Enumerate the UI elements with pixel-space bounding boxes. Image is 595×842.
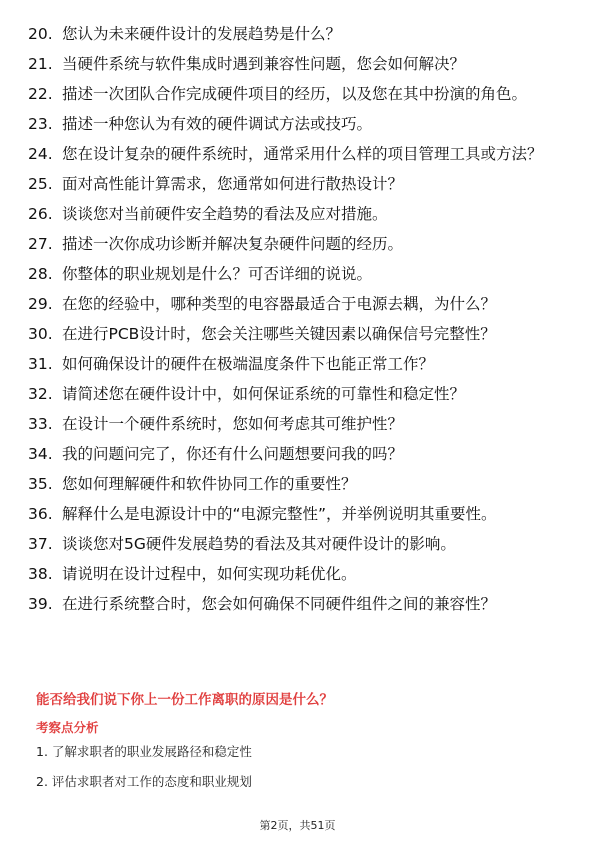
question-text: 在设计一个硬件系统时，您如何考虑其可维护性？: [62, 415, 404, 433]
question-text: 如何确保设计的硬件在极端温度条件下也能正常工作？: [62, 355, 435, 373]
question-item: [28, 504, 568, 525]
question-number: 22.: [28, 85, 53, 103]
question-item: [28, 84, 568, 105]
analysis-point: 2. 评估求职者对工作的态度和职业规划: [36, 774, 252, 789]
analysis-heading: 考察点分析: [36, 720, 99, 735]
question-number: 26.: [28, 205, 53, 223]
question-number: 33.: [28, 415, 53, 433]
question-number: 29.: [28, 295, 53, 313]
question-text: 您如何理解硬件和软件协同工作的重要性？: [62, 475, 357, 493]
question-number: 35.: [28, 475, 53, 493]
question-item: [28, 324, 568, 345]
question-item: [28, 294, 568, 315]
question-item: [28, 594, 568, 615]
question-text: 在进行PCB设计时，您会关注哪些关键因素以确保信号完整性？: [62, 325, 496, 343]
question-number: 39.: [28, 595, 53, 613]
question-item: [28, 24, 568, 45]
question-item: [28, 174, 568, 195]
question-text: 描述一次团队合作完成硬件项目的经历，以及您在其中扮演的角色。: [62, 85, 528, 103]
question-text: 当硬件系统与软件集成时遇到兼容性问题，您会如何解决？: [62, 55, 466, 73]
question-text: 你整体的职业规划是什么？可否详细的说说。: [62, 265, 373, 283]
question-item: [28, 564, 568, 585]
question-item: [28, 354, 568, 375]
question-number: 37.: [28, 535, 53, 553]
question-number: 34.: [28, 445, 53, 463]
question-item: [28, 264, 568, 285]
question-text: 描述一次你成功诊断并解决复杂硬件问题的经历。: [62, 235, 404, 253]
question-number: 25.: [28, 175, 53, 193]
question-number: 28.: [28, 265, 53, 283]
question-number: 23.: [28, 115, 53, 133]
question-list: [28, 24, 568, 624]
question-number: 32.: [28, 385, 53, 403]
analysis-list: [36, 743, 252, 803]
question-number: 30.: [28, 325, 53, 343]
section-heading: 能否给我们说下你上一份工作离职的原因是什么？: [36, 692, 333, 708]
question-text: 请简述您在硬件设计中，如何保证系统的可靠性和稳定性？: [62, 385, 466, 403]
question-item: [28, 144, 568, 165]
question-number: 24.: [28, 145, 53, 163]
question-item: [28, 54, 568, 75]
question-item: [28, 414, 568, 435]
question-number: 38.: [28, 565, 53, 583]
question-text: 您认为未来硬件设计的发展趋势是什么？: [62, 25, 342, 43]
page-number: 第2页，共51页: [259, 819, 336, 832]
question-text: 请说明在设计过程中，如何实现功耗优化。: [62, 565, 357, 583]
question-item: [28, 444, 568, 465]
question-number: 20.: [28, 25, 53, 43]
question-item: [28, 114, 568, 135]
question-number: 27.: [28, 235, 53, 253]
question-text: 谈谈您对当前硬件安全趋势的看法及应对措施。: [62, 205, 388, 223]
question-text: 在进行系统整合时，您会如何确保不同硬件组件之间的兼容性？: [62, 595, 497, 613]
question-text: 在您的经验中，哪种类型的电容器最适合于电源去耦，为什么？: [62, 295, 497, 313]
question-text: 面对高性能计算需求，您通常如何进行散热设计？: [62, 175, 404, 193]
question-text: 谈谈您对5G硬件发展趋势的看法及其对硬件设计的影响。: [62, 535, 456, 553]
question-text: 您在设计复杂的硬件系统时，通常采用什么样的项目管理工具或方法？: [62, 145, 543, 163]
question-item: [28, 384, 568, 405]
question-item: [28, 534, 568, 555]
analysis-point: 1. 了解求职者的职业发展路径和稳定性: [36, 744, 252, 759]
question-number: 36.: [28, 505, 53, 523]
question-item: [28, 474, 568, 495]
question-text: 解释什么是电源设计中的“电源完整性”，并举例说明其重要性。: [62, 505, 497, 523]
question-text: 描述一种您认为有效的硬件调试方法或技巧。: [62, 115, 373, 133]
question-text: 我的问题问完了，你还有什么问题想要问我的吗？: [62, 445, 404, 463]
question-number: 21.: [28, 55, 53, 73]
question-number: 31.: [28, 355, 53, 373]
question-item: [28, 204, 568, 225]
question-item: [28, 234, 568, 255]
